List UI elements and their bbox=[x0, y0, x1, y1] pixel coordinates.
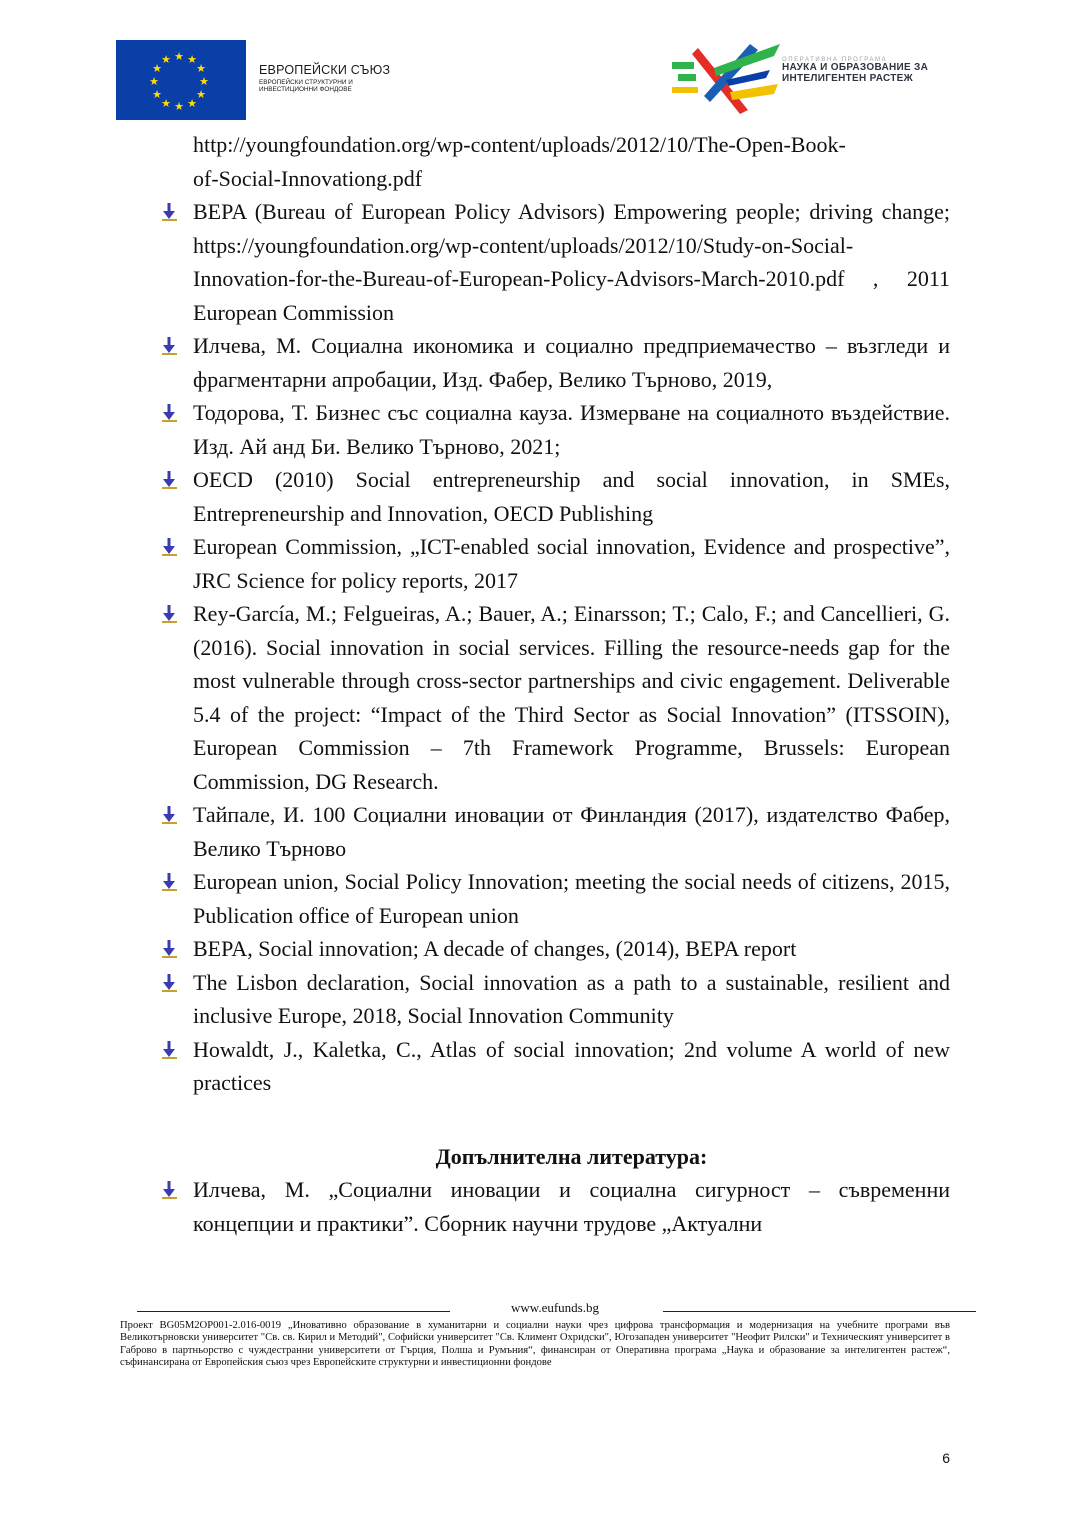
op-logo-line-1: НАУКА И ОБРАЗОВАНИЕ ЗА bbox=[782, 62, 929, 74]
reference-item bbox=[160, 1173, 950, 1240]
reference-text: Тодорова, Т. Бизнес със социална кауза. Измерване на социалното въздействие. Изд. Ай анд Би. Велико Търново, 2021; bbox=[193, 400, 950, 459]
reference-text: The Lisbon declaration, Social innovation as a path to a sustainable, resilient and inclusive Europe, 2018, Social Innovation Community bbox=[193, 969, 950, 1028]
svg-text:★: ★ bbox=[149, 75, 159, 88]
reference-item bbox=[160, 195, 950, 329]
arrow-bullet-icon bbox=[160, 805, 180, 825]
reference-item bbox=[160, 798, 950, 865]
reference-text: Илчева, М. Социална икономика и социално предприемачество – възгледи и фрагментарни апробации, Изд. Фабер, Велико Търново, 2019, bbox=[193, 333, 950, 392]
svg-text:★: ★ bbox=[196, 62, 206, 75]
svg-text:★: ★ bbox=[187, 97, 197, 110]
footer-url: www.eufunds.bg bbox=[511, 1300, 599, 1315]
footer-project-text: Проект BG05M2OP001-2.016-0019 „Иновативно образование в хуманитарни и социални науки чрез цифрова трансформация и модернизация на учебните програми във Великотърновски университет "Св. св. Кирил и Методий", Софийски университет "Св. Климент Охридски", Югозападен университет "Неофит Рилски" и Техническият университет в Габрово в партньорство с чуждестранни университети от Гърция, Полша и Румъния“, финансиран от Оперативна програма „Наука и образование за интелигентен растеж“, съфинансирана от Европейския съюз чрез Европейските структурни и инвестиционни фондове bbox=[120, 1320, 950, 1369]
reference-item bbox=[160, 865, 950, 932]
reference-text: European union, Social Policy Innovation; meeting the social needs of citizens, 2015, Publication office of European union bbox=[193, 869, 950, 928]
additional-literature-heading: Допълнителна литература: bbox=[435, 1143, 708, 1169]
footer-divider bbox=[137, 1311, 450, 1312]
reference-text: Howaldt, J., Kaletka, C., Atlas of social innovation; 2nd volume A world of new practices bbox=[193, 1036, 950, 1095]
eu-flag-logo bbox=[116, 40, 246, 120]
page-number: 6 bbox=[942, 1450, 950, 1466]
reference-text: BEPA, Social innovation; A decade of changes, (2014), BEPA report bbox=[193, 936, 797, 961]
arrow-bullet-icon bbox=[160, 1180, 180, 1200]
operational-programme-logo-icon bbox=[670, 40, 780, 120]
reference-item bbox=[160, 1033, 950, 1100]
arrow-bullet-icon bbox=[160, 1040, 180, 1060]
reference-text: European Commission, „ICT-enabled social innovation, Evidence and prospective”, JRC Science for policy reports, 2017 bbox=[193, 534, 950, 593]
svg-text:★: ★ bbox=[187, 53, 197, 66]
arrow-bullet-icon bbox=[160, 336, 180, 356]
reference-text: Илчева, М. „Социални иновации и социална сигурност – съвременни концепции и практики”. Сборник научни трудове „Актуални bbox=[193, 1177, 950, 1236]
arrow-bullet-icon bbox=[160, 872, 180, 892]
reference-text: Rey-García, M.; Felgueiras, A.; Bauer, A.; Einarsson; T.; Calo, F.; and Cancellieri, G. (2016). Social innovation in social services. Filling the resource-needs gap for the most vulnerable through cross-sector partnerships and civic engagement. Deliverable 5.4 of the project: “Impact of the Third Sector as Social Innovation” (ITSSOIN), European Commission – 7th Framework Programme, Brussels: European Commission, DG Research. bbox=[193, 601, 950, 794]
reference-text: BEPA (Bureau of European Policy Advisors) Empowering people; driving change; https://youngfoundation.org/wp-content/uploads/2012/10/Study-on-Social-Innovation-for-the-Bureau-of-European-Policy-Advisors-March-2010.pdf , 2011 European Commission bbox=[193, 199, 950, 325]
reference-list bbox=[160, 195, 950, 1100]
document-body bbox=[160, 128, 950, 1240]
svg-text:★: ★ bbox=[161, 97, 171, 110]
arrow-bullet-icon bbox=[160, 939, 180, 959]
op-logo-small-line: ОПЕРАТИВНА ПРОГРАМА bbox=[782, 57, 888, 63]
arrow-bullet-icon bbox=[160, 403, 180, 423]
arrow-bullet-icon bbox=[160, 973, 180, 993]
page-header bbox=[0, 0, 1080, 130]
eu-logo-title: ЕВРОПЕЙСКИ СЪЮЗ bbox=[259, 63, 391, 77]
reference-item bbox=[160, 530, 950, 597]
eu-logo-subtitle-1: ЕВРОПЕЙСКИ СТРУКТУРНИ И bbox=[259, 78, 353, 86]
reference-item bbox=[160, 597, 950, 798]
reference-text: OECD (2010) Social entrepreneurship and social innovation, in SMEs, Entrepreneurship and Innovation, OECD Publishing bbox=[193, 467, 950, 526]
continuation-line: of-Social-Innovationg.pdf bbox=[193, 165, 423, 191]
arrow-bullet-icon bbox=[160, 202, 180, 222]
arrow-bullet-icon bbox=[160, 470, 180, 490]
additional-reference-list bbox=[160, 1173, 950, 1240]
reference-item bbox=[160, 396, 950, 463]
eu-logo-text bbox=[259, 64, 390, 93]
op-logo-line-2: ИНТЕЛИГЕНТЕН РАСТЕЖ bbox=[782, 72, 913, 84]
continuation-line: http://youngfoundation.org/wp-content/uploads/2012/10/The-Open-Book- bbox=[193, 132, 846, 157]
reference-item bbox=[160, 463, 950, 530]
footer-divider bbox=[663, 1311, 976, 1312]
arrow-bullet-icon bbox=[160, 537, 180, 557]
operational-programme-text bbox=[782, 57, 928, 84]
svg-text:★: ★ bbox=[174, 50, 184, 63]
reference-item bbox=[160, 932, 950, 966]
svg-text:★: ★ bbox=[152, 88, 162, 101]
eu-logo-subtitle-2: ИНВЕСТИЦИОННИ ФОНДОВЕ bbox=[259, 85, 352, 93]
reference-item bbox=[160, 966, 950, 1033]
arrow-bullet-icon bbox=[160, 604, 180, 624]
svg-text:★: ★ bbox=[174, 100, 184, 113]
svg-text:★: ★ bbox=[152, 62, 162, 75]
reference-item bbox=[160, 329, 950, 396]
reference-text: Тайпале, И. 100 Социални иновации от Финландия (2017), издателство Фабер, Велико Търново bbox=[193, 802, 950, 861]
svg-text:★: ★ bbox=[196, 88, 206, 101]
svg-text:★: ★ bbox=[161, 53, 171, 66]
svg-text:★: ★ bbox=[199, 75, 209, 88]
